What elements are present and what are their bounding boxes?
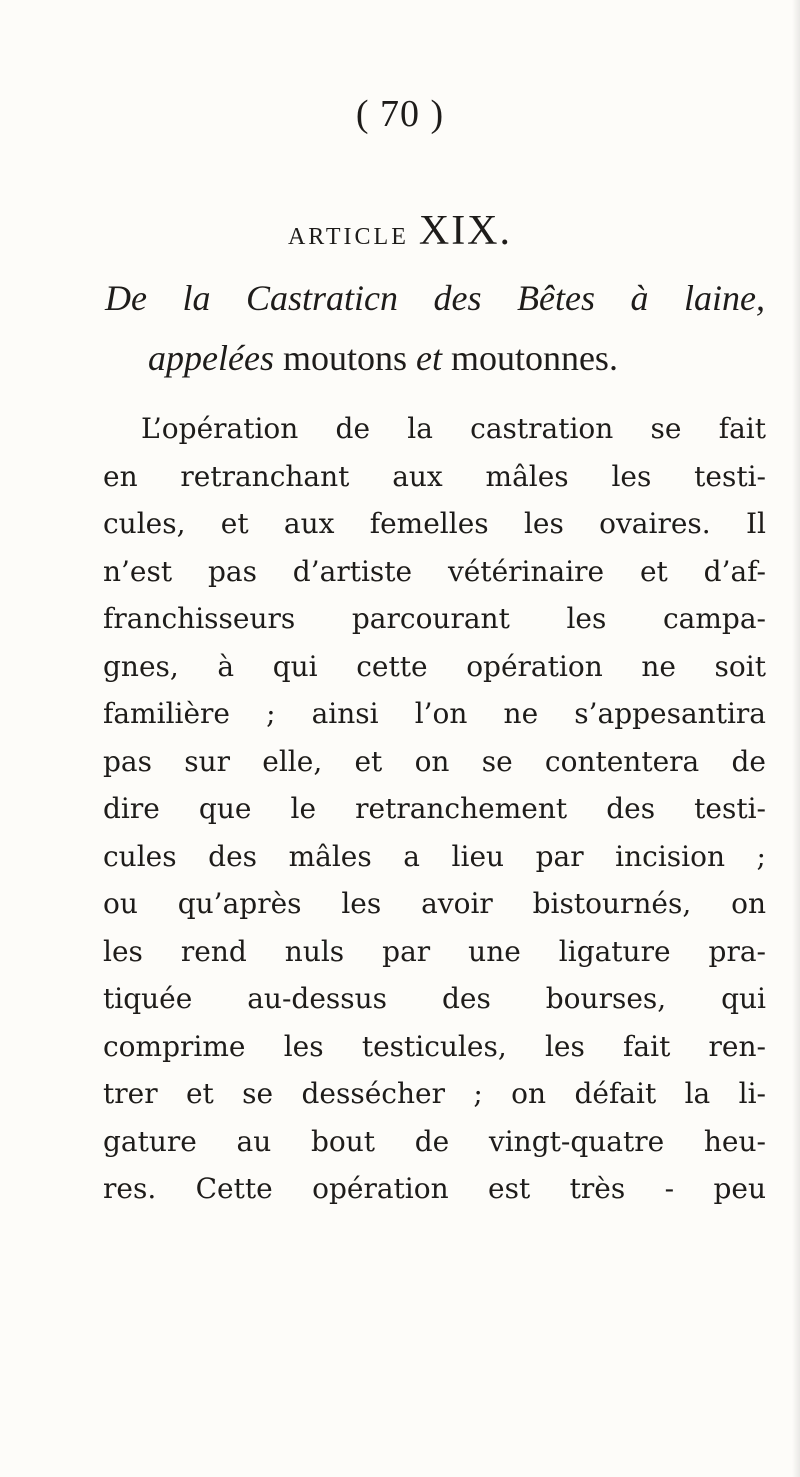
body-line: franchisseurs parcourant les campa-: [103, 602, 766, 635]
body-line: gnes, à qui cette opération ne soit: [103, 649, 766, 683]
body-line: n’est pas d’artiste vétérinaire et d’af-: [103, 554, 766, 588]
body-line: tiquée au-dessus des bourses, qui: [103, 982, 766, 1015]
article-subtitle: [105, 268, 765, 388]
body-line: res. Cette opération est très - peu: [103, 1172, 766, 1205]
subtitle-roman-1: moutons: [273, 338, 416, 378]
subtitle-line-1: [105, 268, 765, 328]
body-line: dire que le retranchement des testi-: [103, 792, 766, 825]
page-number: ( 70 ): [355, 93, 445, 135]
article-number: XIX.: [418, 208, 513, 254]
body-line: L’opération de la castration se fait: [141, 412, 766, 445]
article-heading: [0, 210, 800, 252]
body-line: gature au bout de vingt-quatre heu-: [103, 1124, 766, 1158]
body-line: en retranchant aux mâles les testi-: [103, 459, 766, 493]
subtitle-italic-1: De la Castraticn des Bêtes à laine,: [105, 278, 765, 318]
body-line: trer et se dessécher ; on défait la li-: [103, 1077, 766, 1110]
article-word: ARTICLE: [287, 224, 409, 250]
subtitle-italic-3: et: [415, 338, 442, 378]
body-line: cules des mâles a lieu par incision ;: [103, 839, 766, 873]
body-line: cules, et aux femelles les ovaires. Il: [103, 507, 766, 540]
body-paragraph: [103, 405, 766, 1213]
body-line: pas sur elle, et on se contentera de: [103, 744, 766, 778]
subtitle-roman-2: moutonnes.: [441, 338, 618, 378]
body-line: comprime les testicules, les fait ren-: [103, 1029, 766, 1063]
body-line: les rend nuls par une ligature pra-: [103, 934, 766, 968]
body-line: familière ; ainsi l’on ne s’appesantira: [103, 697, 766, 730]
subtitle-line-2: [105, 328, 765, 388]
body-line: ou qu’après les avoir bistournés, on: [103, 887, 766, 920]
subtitle-italic-2: appelées: [148, 338, 274, 378]
